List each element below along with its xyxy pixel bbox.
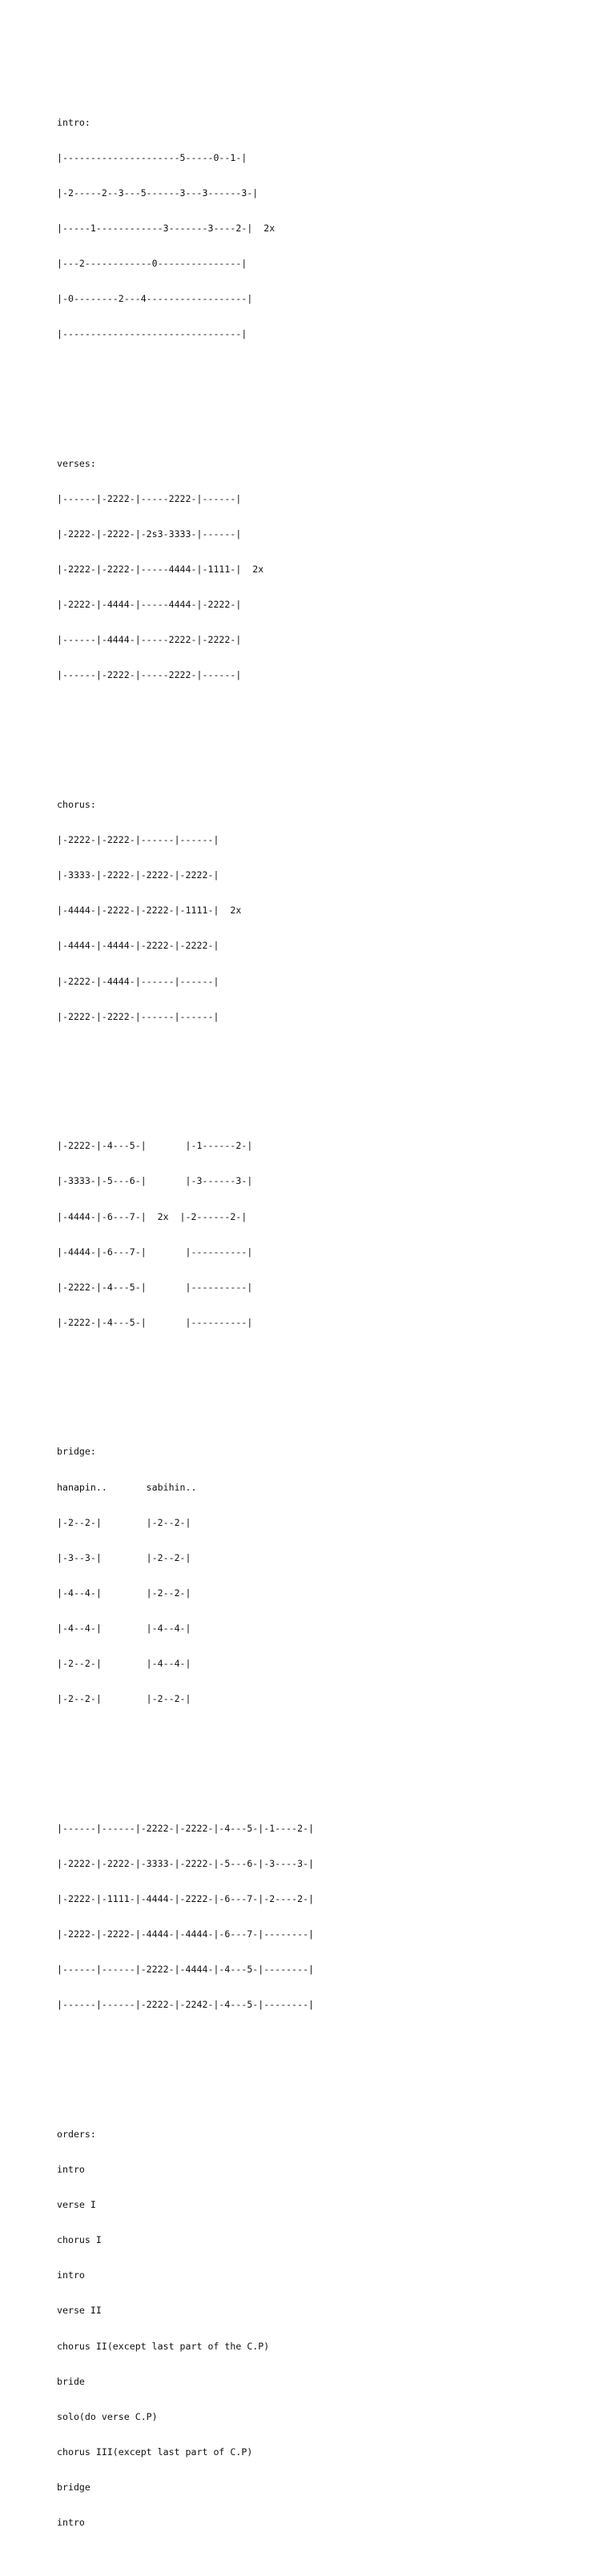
section-heading-chorus: chorus: xyxy=(57,799,96,811)
tab-line: |-2222-|-2222-|-----4444-|-1111-| 2x xyxy=(57,564,264,576)
tab-line: |-3333-|-5---6-| |-3------3-| xyxy=(57,1175,253,1187)
section-heading-intro: intro: xyxy=(57,116,90,128)
section-intro xyxy=(57,93,601,363)
section-spacer xyxy=(57,2058,601,2070)
tab-line: |-2-----2--3---5------3---3------3-| xyxy=(57,187,259,199)
tab-line: |------|------|-2222-|-2242-|-4---5-|--------| xyxy=(57,1999,315,2011)
section-heading-bridge: bridge: xyxy=(57,1446,96,1458)
tab-line: |-4444-|-4444-|-2222-|-2222-| xyxy=(57,940,219,952)
section-spacer xyxy=(57,1069,601,1081)
section-orders xyxy=(57,2105,601,2553)
section-chorus-part-2 xyxy=(57,1117,601,1352)
tab-line: |-4444-|-6---7-| |----------| xyxy=(57,1246,253,1258)
order-item: chorus III(except last part of C.P) xyxy=(57,2446,253,2458)
order-item: intro xyxy=(57,2517,85,2529)
tab-line: |-2--2-| |-2--2-| xyxy=(57,1516,191,1528)
tab-line: |-2222-|-1111-|-4444-|-2222-|-6---7-|-2----2-| xyxy=(57,1893,315,1905)
tab-line: |------|------|-2222-|-2222-|-4---5-|-1----2-| xyxy=(57,1822,315,1834)
tab-line: |---------------------5-----0--1-| xyxy=(57,151,247,163)
tab-line: |------|-4444-|-----2222-|-2222-| xyxy=(57,634,242,646)
tab-line: |-4444-|-2222-|-2222-|-1111-| 2x xyxy=(57,905,242,917)
tab-line: |-2--2-| |-2--2-| xyxy=(57,1693,191,1705)
order-item: intro xyxy=(57,2269,85,2281)
tablature-document xyxy=(57,58,601,2576)
tab-line: |-2222-|-4---5-| |----------| xyxy=(57,1316,253,1328)
lyric-cue-line: hanapin.. sabihin.. xyxy=(57,1481,197,1493)
tab-line: |-2222-|-4444-|-----4444-|-2222-| xyxy=(57,599,242,611)
order-item: chorus I xyxy=(57,2234,102,2246)
tab-line: |-2222-|-4444-|------|------| xyxy=(57,975,219,987)
section-verses xyxy=(57,434,601,704)
tab-line: |-4--4-| |-4--4-| xyxy=(57,1622,191,1634)
tab-line: |-3--3-| |-2--2-| xyxy=(57,1551,191,1563)
tab-line: |-2222-|-2222-|-2s3-3333-|------| xyxy=(57,528,242,540)
tab-line: |-0--------2---4------------------| xyxy=(57,292,253,304)
section-bridge-part-2 xyxy=(57,1799,601,2034)
order-item: chorus II(except last part of the C.P) xyxy=(57,2340,270,2352)
tab-line: |---2------------0---------------| xyxy=(57,257,247,269)
section-spacer xyxy=(57,1752,601,1764)
order-item: intro xyxy=(57,2164,85,2176)
tab-line: |-2222-|-2222-|-4444-|-4444-|-6---7-|--------| xyxy=(57,1928,315,1940)
order-item: bride xyxy=(57,2375,85,2387)
tab-line: |-2--2-| |-4--4-| xyxy=(57,1658,191,1670)
tab-line: |-2222-|-4---5-| |----------| xyxy=(57,1281,253,1293)
order-item: verse II xyxy=(57,2305,102,2317)
section-chorus xyxy=(57,776,601,1046)
tab-line: |------|-2222-|-----2222-|------| xyxy=(57,669,242,681)
section-heading-verses: verses: xyxy=(57,457,96,469)
section-heading-orders: orders: xyxy=(57,2129,96,2141)
tab-line: |--------------------------------| xyxy=(57,328,247,340)
section-spacer xyxy=(57,1375,601,1387)
tab-line: |-2222-|-2222-|-3333-|-2222-|-5---6-|-3----3-| xyxy=(57,1857,315,1869)
tab-line: |-2222-|-2222-|------|------| xyxy=(57,834,219,846)
section-bridge xyxy=(57,1422,601,1728)
order-item: bridge xyxy=(57,2481,90,2493)
tab-line: |------|------|-2222-|-4444-|-4---5-|--------| xyxy=(57,1964,315,1976)
tab-line: |-3333-|-2222-|-2222-|-2222-| xyxy=(57,869,219,881)
tab-line: |-2222-|-2222-|------|------| xyxy=(57,1010,219,1022)
tab-line: |------|-2222-|-----2222-|------| xyxy=(57,492,242,504)
order-item: verse I xyxy=(57,2199,96,2211)
tab-line: |-4--4-| |-2--2-| xyxy=(57,1587,191,1599)
section-spacer xyxy=(57,387,601,399)
section-spacer xyxy=(57,728,601,740)
tab-line: |-----1------------3-------3----2-| 2x xyxy=(57,222,275,234)
tab-line: |-2222-|-4---5-| |-1------2-| xyxy=(57,1140,253,1152)
tab-line: |-4444-|-6---7-| 2x |-2------2-| xyxy=(57,1210,247,1222)
order-item: solo(do verse C.P) xyxy=(57,2410,158,2422)
